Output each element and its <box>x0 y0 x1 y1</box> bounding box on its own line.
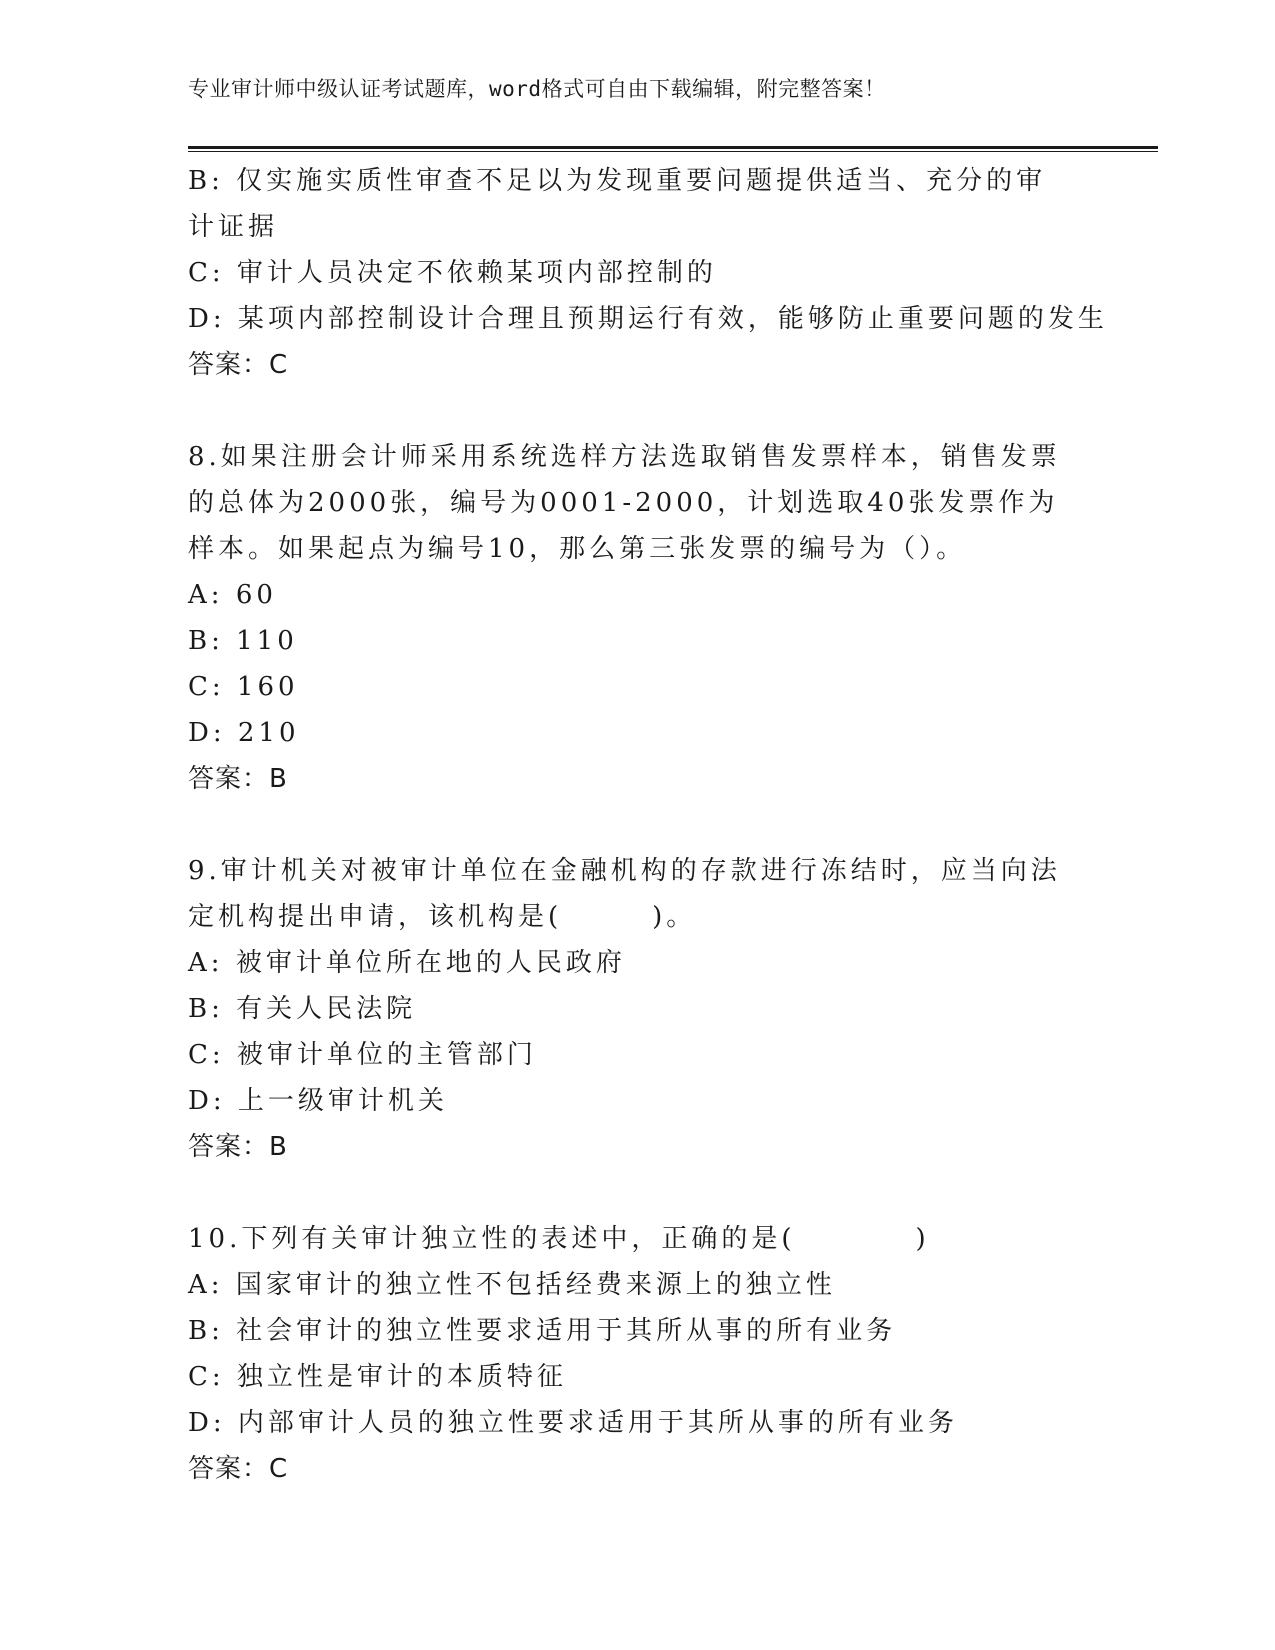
option-b: B: 社会审计的独立性要求适用于其所从事的所有业务 <box>188 1316 897 1346</box>
option-a: A: 被审计单位所在地的人民政府 <box>188 948 626 978</box>
header-rule-thin <box>188 151 1158 152</box>
question-content <box>188 158 1108 1492</box>
answer-line: 答案：C <box>188 1454 289 1484</box>
option-c: C: 160 <box>188 672 299 702</box>
option-b: B: 仅实施实质性审查不足以为发现重要问题提供适当、充分的审计证据 <box>188 166 1047 242</box>
question-stem: 8.如果注册会计师采用系统选样方法选取销售发票样本，销售发票的总体为2000张，编号为0001-2000，计划选取40张发票作为样本。如果起点为编号10，那么第三张发票的编号为（）。 <box>188 442 1061 564</box>
header-rule-thick <box>188 146 1158 149</box>
option-c: C: 被审计单位的主管部门 <box>188 1040 537 1070</box>
option-d: D: 某项内部控制设计合理且预期运行有效，能够防止重要问题的发生 <box>188 304 1108 334</box>
option-c: C: 审计人员决定不依赖某项内部控制的 <box>188 258 717 288</box>
option-d: D: 上一级审计机关 <box>188 1086 448 1116</box>
prev-question-options <box>188 158 1108 388</box>
option-d: D: 210 <box>188 718 300 748</box>
question-9 <box>188 848 1088 1170</box>
question-stem: 10.下列有关审计独立性的表述中，正确的是( ) <box>188 1224 930 1254</box>
option-a: A: 60 <box>188 580 277 610</box>
option-a: A: 国家审计的独立性不包括经费来源上的独立性 <box>188 1270 836 1300</box>
option-d: D: 内部审计人员的独立性要求适用于其所从事的所有业务 <box>188 1408 958 1438</box>
answer-line: 答案：B <box>188 764 288 794</box>
answer-line: 答案：C <box>188 350 289 380</box>
question-stem: 9.审计机关对被审计单位在金融机构的存款进行冻结时，应当向法定机构提出申请，该机构是( )。 <box>188 856 1061 932</box>
answer-line: 答案：B <box>188 1132 288 1162</box>
question-10 <box>188 1216 1088 1492</box>
page-header: 专业审计师中级认证考试题库，word格式可自由下载编辑，附完整答案！ <box>188 77 886 101</box>
option-c: C: 独立性是审计的本质特征 <box>188 1362 567 1392</box>
question-8 <box>188 434 1088 802</box>
option-b: B: 110 <box>188 626 298 656</box>
option-b: B: 有关人民法院 <box>188 994 417 1024</box>
